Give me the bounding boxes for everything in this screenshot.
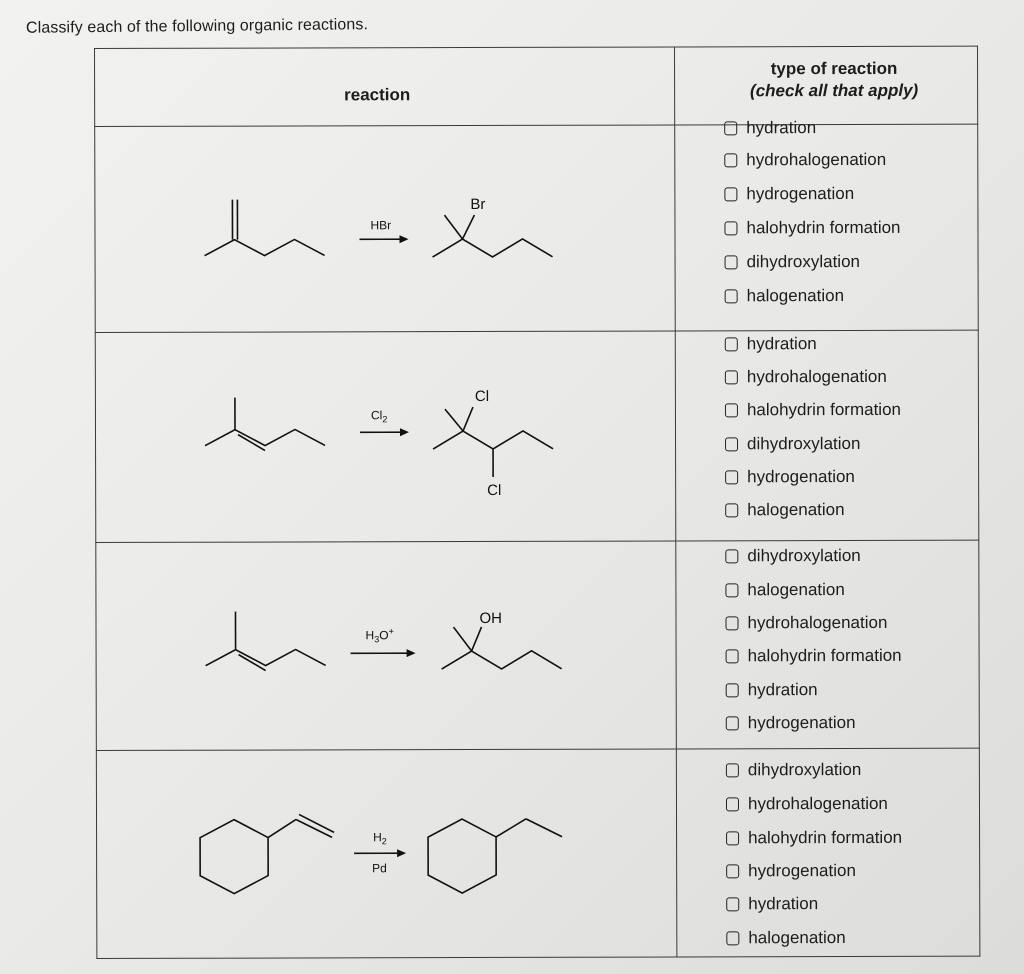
- option-r2-0[interactable]: [725, 334, 817, 354]
- reaction-arrowhead-1: [399, 235, 408, 243]
- checkbox[interactable]: [725, 616, 738, 630]
- option-r2-1[interactable]: [725, 367, 887, 387]
- option-label: hydrogenation: [746, 184, 855, 204]
- reagent-4-bottom-label: Pd: [372, 861, 387, 876]
- option-r1-1[interactable]: [724, 150, 886, 170]
- option-label: dihydroxylation: [747, 759, 862, 780]
- checkbox[interactable]: [725, 583, 738, 597]
- option-r3-5[interactable]: [726, 713, 856, 733]
- option-r1-3[interactable]: [724, 218, 900, 238]
- checkbox[interactable]: [726, 649, 739, 663]
- product-1-c-br-bond: [462, 215, 474, 239]
- option-r2-4[interactable]: [725, 467, 855, 487]
- reaction-table: [94, 46, 980, 960]
- checkbox[interactable]: [724, 221, 737, 235]
- reaction-1-scheme: [194, 187, 574, 288]
- reagent-1-label: HBr: [370, 218, 392, 233]
- option-label: halogenation: [748, 928, 846, 948]
- product-3-methyl: [454, 627, 472, 651]
- option-r4-3[interactable]: [726, 861, 856, 881]
- option-r4-2[interactable]: [726, 828, 902, 848]
- option-label: halohydrin formation: [746, 399, 902, 420]
- option-label: halogenation: [747, 580, 845, 600]
- table-border-right: [977, 46, 980, 957]
- checkbox[interactable]: [725, 503, 738, 517]
- option-r1-4[interactable]: [725, 252, 860, 272]
- checkbox[interactable]: [726, 683, 739, 697]
- option-label: dihydroxylation: [746, 251, 860, 272]
- reaction-arrowhead-4: [397, 849, 406, 857]
- option-r3-2[interactable]: [725, 613, 887, 633]
- checkbox[interactable]: [725, 549, 738, 563]
- option-r3-4[interactable]: [726, 680, 818, 700]
- table-border-top: [94, 46, 978, 49]
- checkbox[interactable]: [725, 403, 738, 417]
- option-label: hydration: [748, 894, 819, 914]
- checkbox[interactable]: [724, 187, 737, 201]
- reaction-arrowhead-3: [407, 649, 416, 657]
- question-prompt: Classify each of the following organic reactions.: [25, 16, 369, 37]
- product-3-label-oh: OH: [479, 609, 503, 627]
- product-2-label-cl-bottom: Cl: [487, 481, 502, 499]
- checkbox[interactable]: [725, 370, 738, 384]
- option-label: hydrohalogenation: [746, 366, 887, 387]
- product-4-ethyl-bond-2: [526, 819, 562, 837]
- header-divider: [94, 124, 978, 127]
- product-1-methyl: [444, 215, 462, 239]
- product-1-skeleton: [433, 239, 553, 257]
- product-3-c-oh-bond: [472, 627, 482, 651]
- checkbox[interactable]: [726, 897, 739, 911]
- option-label: hydrohalogenation: [746, 149, 887, 170]
- option-label: hydrohalogenation: [747, 793, 888, 814]
- option-r2-2[interactable]: [725, 400, 901, 420]
- option-r1-0[interactable]: [724, 118, 816, 138]
- option-label: dihydroxylation: [747, 433, 861, 454]
- checkbox[interactable]: [725, 437, 738, 451]
- option-r1-5[interactable]: [725, 286, 844, 306]
- option-label: hydrohalogenation: [747, 612, 888, 633]
- option-r1-2[interactable]: [724, 184, 854, 204]
- reaction-4-scheme: [196, 787, 576, 948]
- checkbox[interactable]: [726, 831, 739, 845]
- reactant-2-skeleton: [205, 429, 325, 445]
- type-header-line1: type of reaction: [770, 58, 898, 79]
- row-divider-3: [96, 748, 980, 751]
- option-label: halogenation: [746, 286, 845, 306]
- reaction-column-header: reaction: [344, 85, 411, 105]
- option-r4-0[interactable]: [726, 760, 861, 780]
- reagent-2-label: $Cl_2$: [370, 408, 388, 425]
- table-border-left: [94, 48, 97, 959]
- product-1-label-br: Br: [470, 195, 486, 214]
- option-label: hydration: [747, 680, 818, 700]
- row-divider-2: [95, 540, 979, 543]
- product-2-skeleton: [433, 431, 553, 449]
- reaction-arrowhead-2: [400, 428, 409, 436]
- checkbox[interactable]: [725, 470, 738, 484]
- checkbox[interactable]: [726, 931, 739, 945]
- product-2-c-cl-bond-top: [463, 407, 473, 431]
- product-3-skeleton: [442, 651, 562, 669]
- option-r4-1[interactable]: [726, 794, 888, 814]
- reagent-3-label: $H_3O^+$: [365, 626, 394, 645]
- option-label: halohydrin formation: [747, 645, 902, 666]
- option-r4-4[interactable]: [726, 894, 818, 914]
- option-label: hydration: [746, 334, 817, 354]
- checkbox[interactable]: [725, 337, 738, 351]
- option-r3-1[interactable]: [725, 580, 844, 600]
- option-r4-5[interactable]: [726, 928, 845, 948]
- reaction-3-scheme: [195, 595, 575, 706]
- product-4-cyclohexane-ring: [428, 819, 496, 893]
- checkbox[interactable]: [726, 797, 739, 811]
- reactant-4-cyclohexane-ring: [200, 820, 268, 894]
- checkbox[interactable]: [724, 153, 737, 167]
- product-4-ethyl-bond-1: [496, 819, 526, 837]
- product-2-label-cl-top: Cl: [474, 387, 490, 406]
- option-label: dihydroxylation: [747, 545, 861, 566]
- checkbox[interactable]: [725, 255, 738, 269]
- table-border-bottom: [96, 956, 980, 959]
- checkbox[interactable]: [724, 121, 737, 135]
- type-column-header: [694, 58, 974, 103]
- checkbox[interactable]: [725, 289, 738, 303]
- option-label: hydration: [746, 118, 817, 138]
- option-label: hydrogenation: [748, 861, 856, 881]
- option-label: hydrogenation: [747, 467, 855, 487]
- product-2-methyl: [445, 409, 463, 431]
- reagent-4-top-label: $H_2$: [373, 830, 387, 847]
- option-r3-0[interactable]: [725, 546, 860, 566]
- option-label: halohydrin formation: [748, 827, 903, 848]
- option-r2-3[interactable]: [725, 434, 860, 454]
- type-header-line2: (check all that apply): [749, 80, 919, 101]
- checkbox[interactable]: [726, 763, 739, 777]
- reactant-3-skeleton: [206, 649, 326, 665]
- reactant-1-skeleton: [205, 239, 325, 255]
- row-divider-1: [95, 330, 979, 333]
- option-label: halogenation: [747, 500, 845, 520]
- option-label: halohydrin formation: [746, 217, 901, 238]
- option-r3-3[interactable]: [726, 646, 902, 666]
- reaction-2-scheme: [195, 377, 575, 508]
- checkbox[interactable]: [726, 716, 739, 730]
- option-label: hydrogenation: [747, 713, 856, 733]
- checkbox[interactable]: [726, 864, 739, 878]
- option-r2-5[interactable]: [725, 500, 844, 520]
- reactant-4-vinyl-bond: [268, 819, 296, 837]
- column-divider: [674, 46, 677, 957]
